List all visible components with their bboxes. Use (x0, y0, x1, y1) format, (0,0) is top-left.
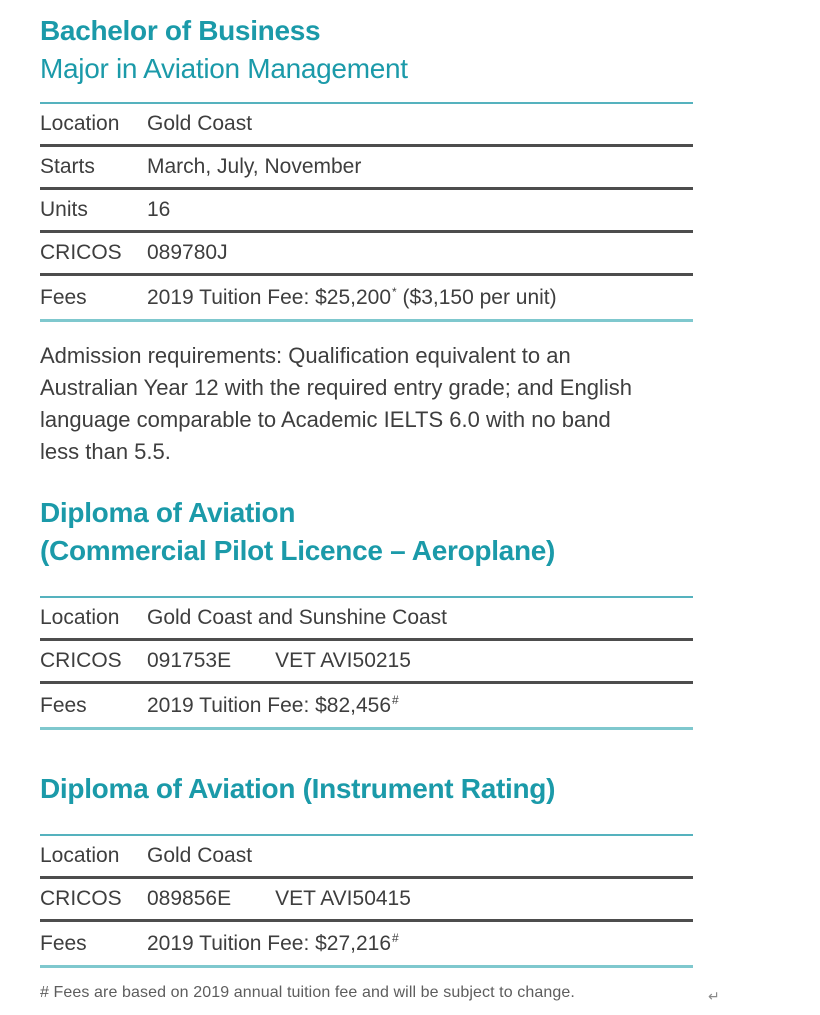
fee-footnote-marker: # (392, 930, 399, 945)
row-value: 2019 Tuition Fee: $27,216# (147, 930, 399, 955)
row-label: Fees (40, 693, 87, 717)
table-row-fees (40, 684, 693, 727)
note-line: Australian Year 12 with the required entry grade; and English (40, 375, 632, 400)
row-value: 16 (147, 198, 171, 221)
table-row-units (40, 190, 693, 233)
table-row-cricos (40, 879, 693, 922)
row-label: Starts (40, 155, 95, 178)
row-value: 2019 Tuition Fee: $25,200* ($3,150 per unit) (147, 284, 557, 309)
row-value: March, July, November (147, 155, 362, 178)
vet-code: VET AVI50415 (275, 887, 411, 910)
row-label: CRICOS (40, 241, 122, 264)
note-line: less than 5.5. (40, 439, 171, 464)
table-row-cricos (40, 233, 693, 276)
row-label: Location (40, 112, 120, 135)
program-title-diploma-instrument (40, 770, 693, 808)
row-label: Location (40, 606, 120, 629)
program-title-diploma-cpl (40, 494, 693, 570)
row-value: Gold Coast (147, 844, 253, 867)
row-value: 089780J (147, 241, 228, 264)
program-title-line1: Diploma of Aviation (40, 497, 296, 528)
row-label: CRICOS (40, 887, 122, 910)
cricos-code: 091753E (147, 649, 232, 672)
program-details-table-diploma-instrument (40, 834, 693, 968)
table-row-starts (40, 147, 693, 190)
row-label: Location (40, 844, 120, 867)
program-title-line2: Major in Aviation Management (40, 53, 408, 84)
table-row-fees (40, 276, 693, 319)
row-label: Units (40, 198, 88, 221)
fees-footnote: # Fees are based on 2019 annual tuition fee and will be subject to change. (40, 984, 575, 1001)
table-row-location (40, 598, 693, 641)
program-details-table-diploma-cpl (40, 596, 693, 730)
row-value: Gold Coast and Sunshine Coast (147, 606, 448, 629)
table-row-location (40, 836, 693, 879)
row-label: Fees (40, 931, 87, 955)
cricos-code: 089856E (147, 887, 232, 910)
admission-requirements-note (40, 340, 693, 468)
note-line: language comparable to Academic IELTS 6.0 with no band (40, 407, 611, 432)
paragraph-return-mark: ↵ (708, 988, 720, 1004)
row-value: Gold Coast (147, 112, 253, 135)
table-row-location (40, 104, 693, 147)
row-value: 2019 Tuition Fee: $82,456# (147, 692, 399, 717)
fee-footnote-marker: # (392, 692, 399, 707)
note-line: Admission requirements: Qualification equivalent to an (40, 343, 571, 368)
program-title-bachelor-business (40, 12, 693, 88)
row-label: Fees (40, 285, 87, 309)
program-title-line2: (Commercial Pilot Licence – Aeroplane) (40, 535, 556, 566)
fee-footnote-marker: * (392, 284, 397, 299)
program-details-table-bachelor (40, 102, 693, 322)
program-title-line1: Diploma of Aviation (Instrument Rating) (40, 773, 556, 804)
program-title-line1: Bachelor of Business (40, 15, 321, 46)
row-label: CRICOS (40, 649, 122, 672)
vet-code: VET AVI50215 (275, 649, 411, 672)
table-row-fees (40, 922, 693, 965)
table-row-cricos (40, 641, 693, 684)
